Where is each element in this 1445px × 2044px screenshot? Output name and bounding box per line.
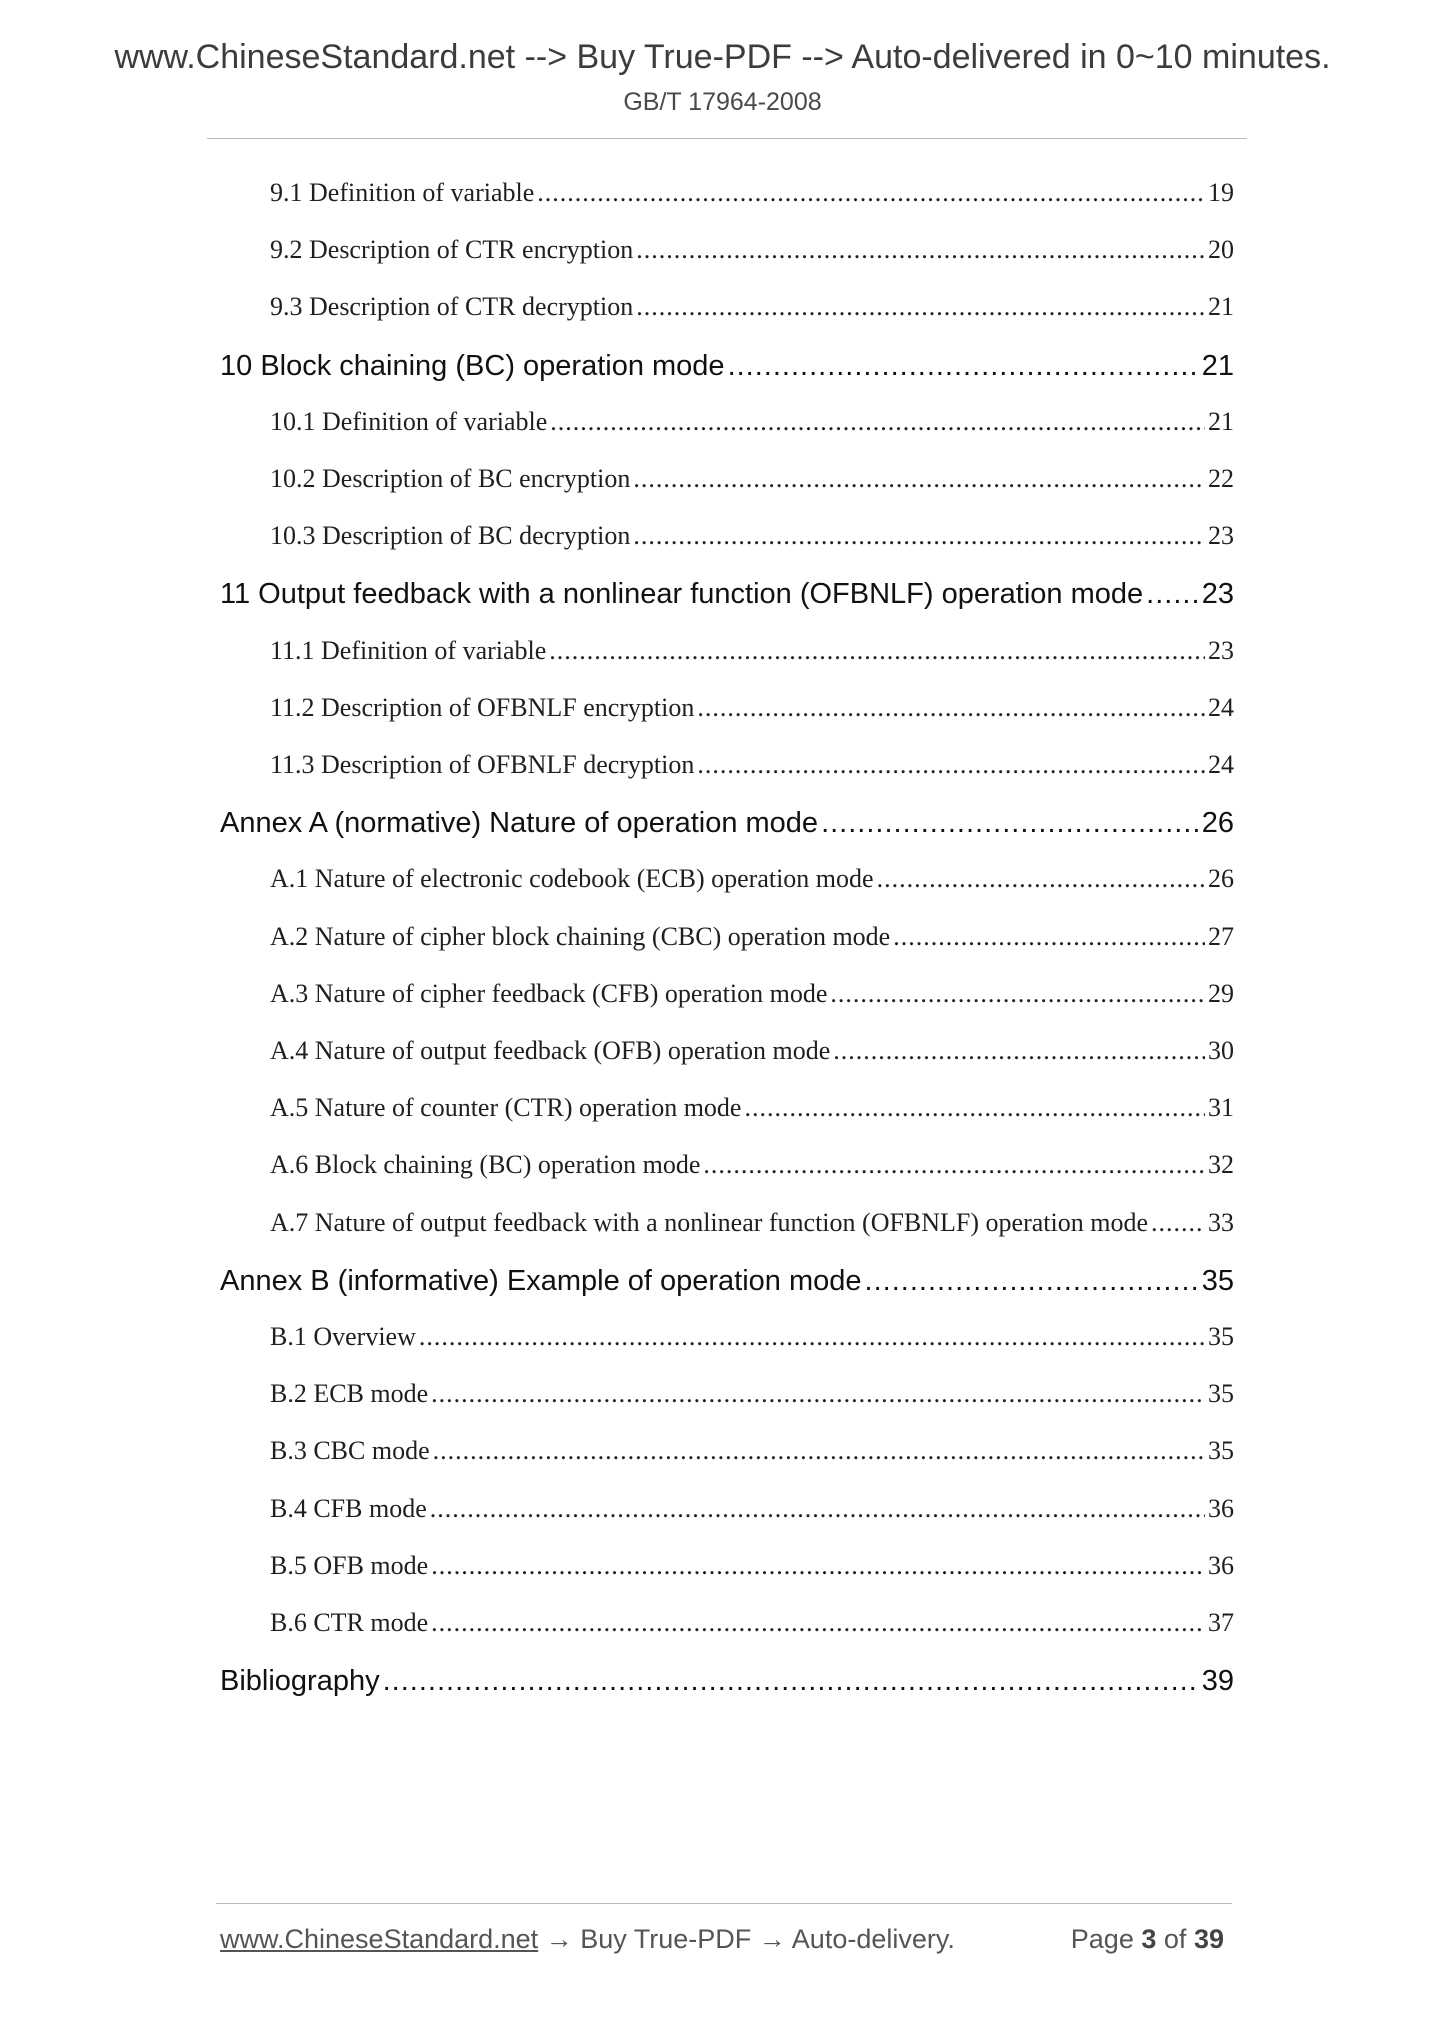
- total-pages-number: 39: [1193, 1924, 1224, 1954]
- toc-subsection-entry[interactable]: [270, 1208, 1234, 1238]
- toc-dot-leader: [877, 864, 1205, 894]
- toc-dot-leader: [697, 693, 1205, 723]
- toc-entry-title: A.6 Block chaining (BC) operation mode: [270, 1150, 701, 1180]
- toc-page-number: 21: [1208, 406, 1234, 436]
- toc-dot-leader: [383, 1665, 1199, 1698]
- toc-page-number: 27: [1208, 921, 1234, 951]
- toc-subsection-entry[interactable]: [270, 750, 1234, 780]
- toc-page-number: 39: [1201, 1665, 1234, 1698]
- toc-dot-leader: [830, 979, 1205, 1009]
- toc-entry-title: A.1 Nature of electronic codebook (ECB) operation mode: [270, 864, 874, 894]
- toc-dot-leader: [703, 1150, 1205, 1180]
- toc-entry-title: Bibliography: [220, 1665, 380, 1698]
- toc-entry-title: B.1 Overview: [270, 1322, 416, 1351]
- toc-entry-title: A.4 Nature of output feedback (OFB) operation mode: [270, 1036, 831, 1065]
- toc-page-number: 26: [1201, 807, 1234, 840]
- toc-dot-leader: [550, 407, 1205, 437]
- of-word: of: [1163, 1924, 1187, 1954]
- toc-subsection-entry[interactable]: [270, 1608, 1234, 1638]
- arrow-right-icon: →: [545, 1924, 573, 1954]
- toc-section-entry[interactable]: [220, 807, 1234, 840]
- toc-page-number: 36: [1208, 1493, 1234, 1523]
- toc-dot-leader: [865, 1265, 1199, 1298]
- footer-site-link[interactable]: www.ChineseStandard.net: [220, 1924, 539, 1954]
- toc-page-number: 19: [1208, 178, 1234, 207]
- toc-entry-title: B.6 CTR mode: [270, 1608, 429, 1637]
- toc-dot-leader: [744, 1093, 1205, 1123]
- toc-dot-leader: [537, 178, 1205, 208]
- toc-entry-title: Annex B (informative) Example of operation mode: [220, 1264, 862, 1297]
- toc-subsection-entry[interactable]: [270, 979, 1234, 1009]
- toc-page-number: 37: [1208, 1608, 1234, 1637]
- toc-entry-title: A.3 Nature of cipher feedback (CFB) operation mode: [270, 978, 828, 1008]
- toc-entry-title: A.2 Nature of cipher block chaining (CBC) operation mode: [270, 921, 891, 951]
- toc-entry-title: 10.3 Description of BC decryption: [270, 521, 631, 551]
- footer-promo: [220, 1924, 955, 1955]
- toc-entry-title: 9.1 Definition of variable: [270, 178, 535, 207]
- toc-dot-leader: [833, 1036, 1205, 1066]
- toc-section-entry[interactable]: [220, 578, 1234, 611]
- toc-subsection-entry[interactable]: [270, 235, 1234, 265]
- current-page-number: 3: [1141, 1924, 1157, 1954]
- toc-page-number: 36: [1208, 1550, 1234, 1580]
- toc-page-number: 29: [1208, 978, 1234, 1008]
- toc-subsection-entry[interactable]: [270, 292, 1234, 322]
- toc-entry-title: 11.3 Description of OFBNLF decryption: [270, 750, 695, 779]
- toc-entry-title: 10.2 Description of BC encryption: [270, 464, 631, 493]
- toc-entry-title: Annex A (normative) Nature of operation mode: [220, 807, 819, 840]
- arrow-right-icon: →: [758, 1924, 786, 1954]
- toc-subsection-entry[interactable]: [270, 407, 1234, 437]
- toc-entry-title: A.5 Nature of counter (CTR) operation mode: [270, 1093, 742, 1123]
- toc-subsection-entry[interactable]: [270, 178, 1234, 208]
- toc-page-number: 24: [1208, 692, 1234, 722]
- page-footer: [220, 1924, 1232, 1964]
- toc-page-number: 23: [1208, 521, 1234, 551]
- toc-dot-leader: [633, 464, 1205, 494]
- toc-page-number: 31: [1208, 1093, 1234, 1123]
- toc-page-number: 22: [1208, 464, 1234, 493]
- toc-dot-leader: [1146, 578, 1199, 611]
- toc-entry-title: B.2 ECB mode: [270, 1379, 429, 1409]
- toc-page-number: 24: [1208, 750, 1234, 779]
- page-word: Page: [1070, 1924, 1134, 1954]
- footer-buy-text: Buy True-PDF: [580, 1924, 752, 1954]
- footer-divider: [216, 1903, 1232, 1904]
- toc-dot-leader: [430, 1494, 1205, 1524]
- toc-page-number: 20: [1208, 235, 1234, 265]
- toc-section-entry[interactable]: [220, 1665, 1234, 1698]
- toc-page-number: 21: [1201, 349, 1234, 382]
- toc-page-number: 35: [1208, 1379, 1234, 1409]
- toc-entry-title: 10 Block chaining (BC) operation mode: [220, 349, 725, 382]
- toc-subsection-entry[interactable]: [270, 1436, 1234, 1466]
- toc-dot-leader: [633, 521, 1205, 551]
- toc-page-number: 33: [1208, 1207, 1234, 1237]
- toc-page-number: 23: [1201, 578, 1234, 611]
- toc-page-number: 21: [1208, 292, 1234, 322]
- toc-page-number: 35: [1208, 1322, 1234, 1351]
- toc-entry-title: 9.2 Description of CTR encryption: [270, 235, 634, 265]
- toc-subsection-entry[interactable]: [270, 521, 1234, 551]
- toc-dot-leader: [697, 750, 1205, 780]
- toc-subsection-entry[interactable]: [270, 1551, 1234, 1581]
- standard-number: GB/T 17964-2008: [623, 88, 822, 116]
- toc-dot-leader: [419, 1322, 1205, 1352]
- toc-page-number: 35: [1208, 1436, 1234, 1466]
- toc-page-number: 30: [1208, 1036, 1234, 1065]
- toc-entry-title: B.4 CFB mode: [270, 1493, 427, 1523]
- toc-subsection-entry[interactable]: [270, 1093, 1234, 1123]
- toc-section-entry[interactable]: [220, 350, 1234, 383]
- toc-entry-title: B.3 CBC mode: [270, 1436, 430, 1466]
- toc-entry-title: 11.2 Description of OFBNLF encryption: [270, 692, 695, 722]
- toc-dot-leader: [821, 807, 1199, 840]
- toc-entry-title: 11 Output feedback with a nonlinear function (OFBNLF) operation mode: [220, 578, 1144, 611]
- toc-subsection-entry[interactable]: [270, 464, 1234, 494]
- toc-section-entry[interactable]: [220, 1265, 1234, 1298]
- toc-dot-leader: [728, 350, 1199, 383]
- toc-entry-title: 10.1 Definition of variable: [270, 406, 548, 436]
- toc-subsection-entry[interactable]: [270, 922, 1234, 952]
- toc-subsection-entry[interactable]: [270, 864, 1234, 894]
- toc-subsection-entry[interactable]: [270, 1150, 1234, 1180]
- toc-entry-title: A.7 Nature of output feedback with a nonlinear function (OFBNLF) operation mode: [270, 1207, 1148, 1237]
- toc-dot-leader: [893, 922, 1205, 952]
- toc-subsection-entry[interactable]: [270, 636, 1234, 666]
- toc-subsection-entry[interactable]: [270, 1036, 1234, 1066]
- toc-subsection-entry[interactable]: [270, 693, 1234, 723]
- toc-dot-leader: [433, 1436, 1205, 1466]
- page-counter: [1071, 1924, 1224, 1955]
- toc-entry-title: 11.1 Definition of variable: [270, 635, 547, 665]
- footer-delivery-text: Auto-delivery.: [791, 1924, 955, 1954]
- header-title: www.ChineseStandard.net --> Buy True-PDF --> Auto-delivered in 0~10 minutes.: [114, 38, 1331, 76]
- toc-dot-leader: [636, 235, 1205, 265]
- toc-dot-leader: [431, 1608, 1205, 1638]
- toc-entry-title: B.5 OFB mode: [270, 1550, 429, 1580]
- toc-dot-leader: [431, 1551, 1205, 1581]
- toc-page-number: 32: [1208, 1150, 1234, 1180]
- toc-entry-title: 9.3 Description of CTR decryption: [270, 292, 634, 322]
- toc-dot-leader: [1151, 1208, 1205, 1238]
- toc-page-number: 26: [1208, 864, 1234, 894]
- toc-dot-leader: [549, 636, 1205, 666]
- toc-dot-leader: [636, 292, 1205, 322]
- header-divider: [207, 138, 1247, 139]
- toc-dot-leader: [431, 1379, 1205, 1409]
- toc-subsection-entry[interactable]: [270, 1379, 1234, 1409]
- toc-page-number: 23: [1208, 635, 1234, 665]
- toc-subsection-entry[interactable]: [270, 1494, 1234, 1524]
- toc-page-number: 35: [1201, 1264, 1234, 1297]
- toc-subsection-entry[interactable]: [270, 1322, 1234, 1352]
